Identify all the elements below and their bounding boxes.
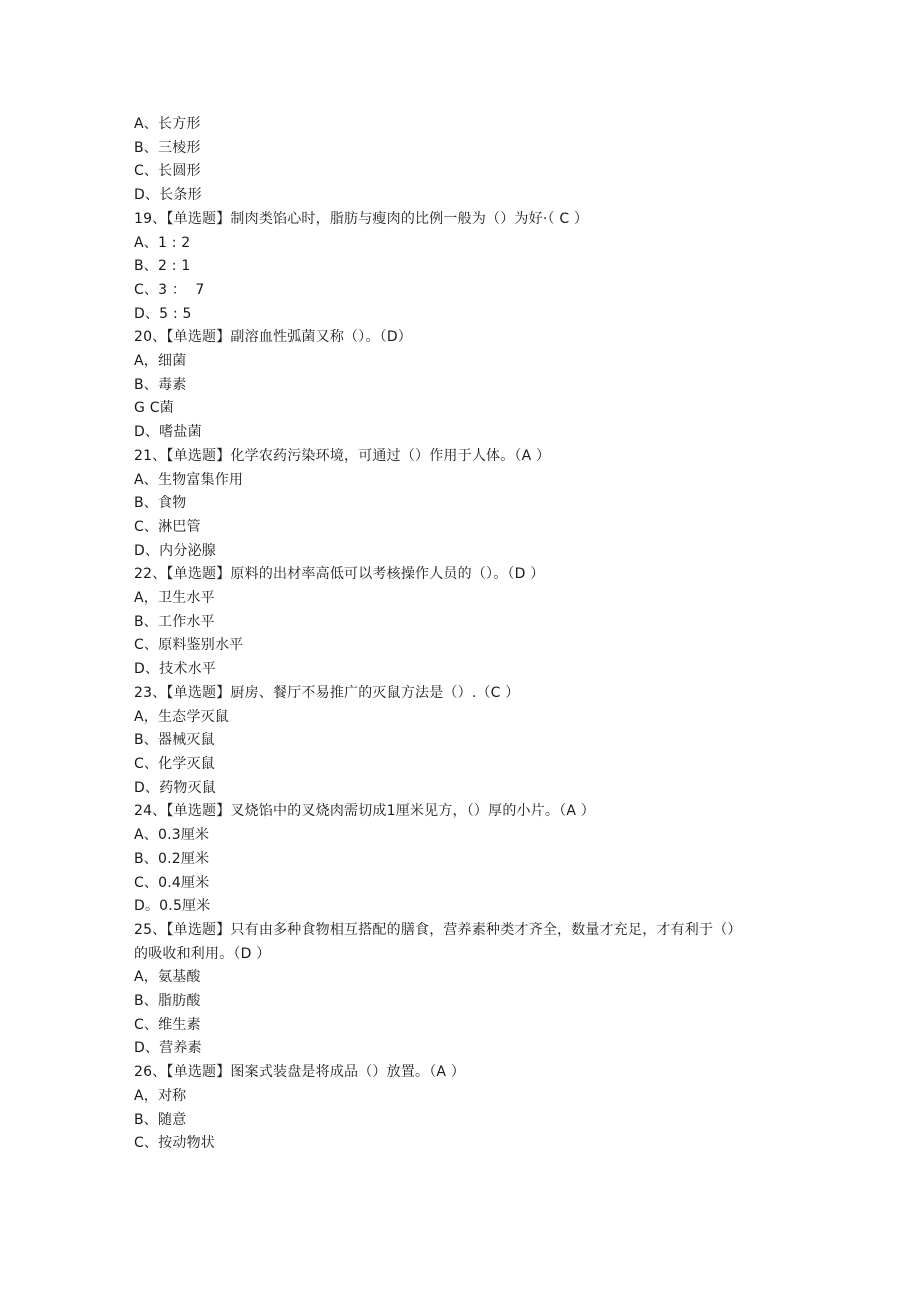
option-line: D。0.5厘米: [134, 898, 211, 915]
question-line: 25、【单选题】只有由多种食物相互搭配的膳食，营养素种类才齐全，数量才充足，才有利于（）: [134, 921, 742, 938]
option-line: D、营养素: [134, 1040, 202, 1057]
option-line: B、工作水平: [134, 613, 215, 630]
option-line: A，生态学灭鼠: [134, 708, 229, 725]
option-line: A、1 : 2: [134, 234, 191, 251]
option-line: C、0.4厘米: [134, 874, 210, 891]
option-line: B、0.2厘米: [134, 850, 210, 867]
option-line: B、三棱形: [134, 139, 201, 156]
option-line: G C菌: [134, 400, 174, 417]
option-line: B、脂肪酸: [134, 993, 201, 1010]
option-line: A、生物富集作用: [134, 471, 244, 488]
question-line-continued: 的吸收和利用。（D ）: [134, 945, 271, 962]
option-line: D、技术水平: [134, 661, 216, 678]
option-line: A，氨基酸: [134, 969, 201, 986]
option-line: D、长条形: [134, 187, 202, 204]
question-line: 20、【单选题】副溶血性弧菌又称（）。（D）: [134, 329, 412, 346]
option-line: C、3 ： 7: [134, 281, 205, 298]
question-line: 24、【单选题】叉烧馅中的叉烧肉需切成1厘米见方，（）厚的小片。（A ）: [134, 803, 595, 820]
option-line: D、内分泌腺: [134, 542, 216, 559]
option-line: B、2 : 1: [134, 258, 191, 275]
option-line: C、化学灭鼠: [134, 755, 215, 772]
option-line: A，卫生水平: [134, 590, 215, 607]
option-line: C、长圆形: [134, 163, 201, 180]
question-list: [134, 113, 794, 1156]
question-line: 19、【单选题】制肉类馅心时，脂肪与瘦肉的比例一般为（）为好·（ C ）: [134, 210, 589, 227]
option-line: C、维生素: [134, 1016, 201, 1033]
option-line: B、食物: [134, 495, 187, 512]
option-line: B、随意: [134, 1111, 187, 1128]
option-line: D、5 : 5: [134, 305, 192, 322]
option-line: C、原料鉴别水平: [134, 637, 244, 654]
option-line: A，对称: [134, 1087, 187, 1104]
option-line: A、长方形: [134, 116, 201, 132]
option-line: C、淋巴管: [134, 518, 201, 535]
option-line: B、毒素: [134, 376, 187, 393]
question-line: 21、【单选题】化学农药污染环境，可通过（）作用于人体。（A ）: [134, 447, 551, 464]
question-line: 26、【单选题】图案式装盘是将成品（）放置。（A ）: [134, 1064, 466, 1081]
question-line: 22、【单选题】原料的出材率高低可以考核操作人员的（）。（D ）: [134, 566, 545, 583]
option-line: C、按动物状: [134, 1135, 215, 1152]
option-line: D、嗜盐菌: [134, 424, 202, 441]
option-line: D、药物灭鼠: [134, 779, 216, 796]
option-line: B、器械灭鼠: [134, 732, 215, 749]
question-line: 23、【单选题】厨房、餐厅不易推广的灭鼠方法是（）.（C ）: [134, 684, 520, 701]
option-line: A，细菌: [134, 353, 187, 370]
option-line: A、0.3厘米: [134, 827, 210, 844]
